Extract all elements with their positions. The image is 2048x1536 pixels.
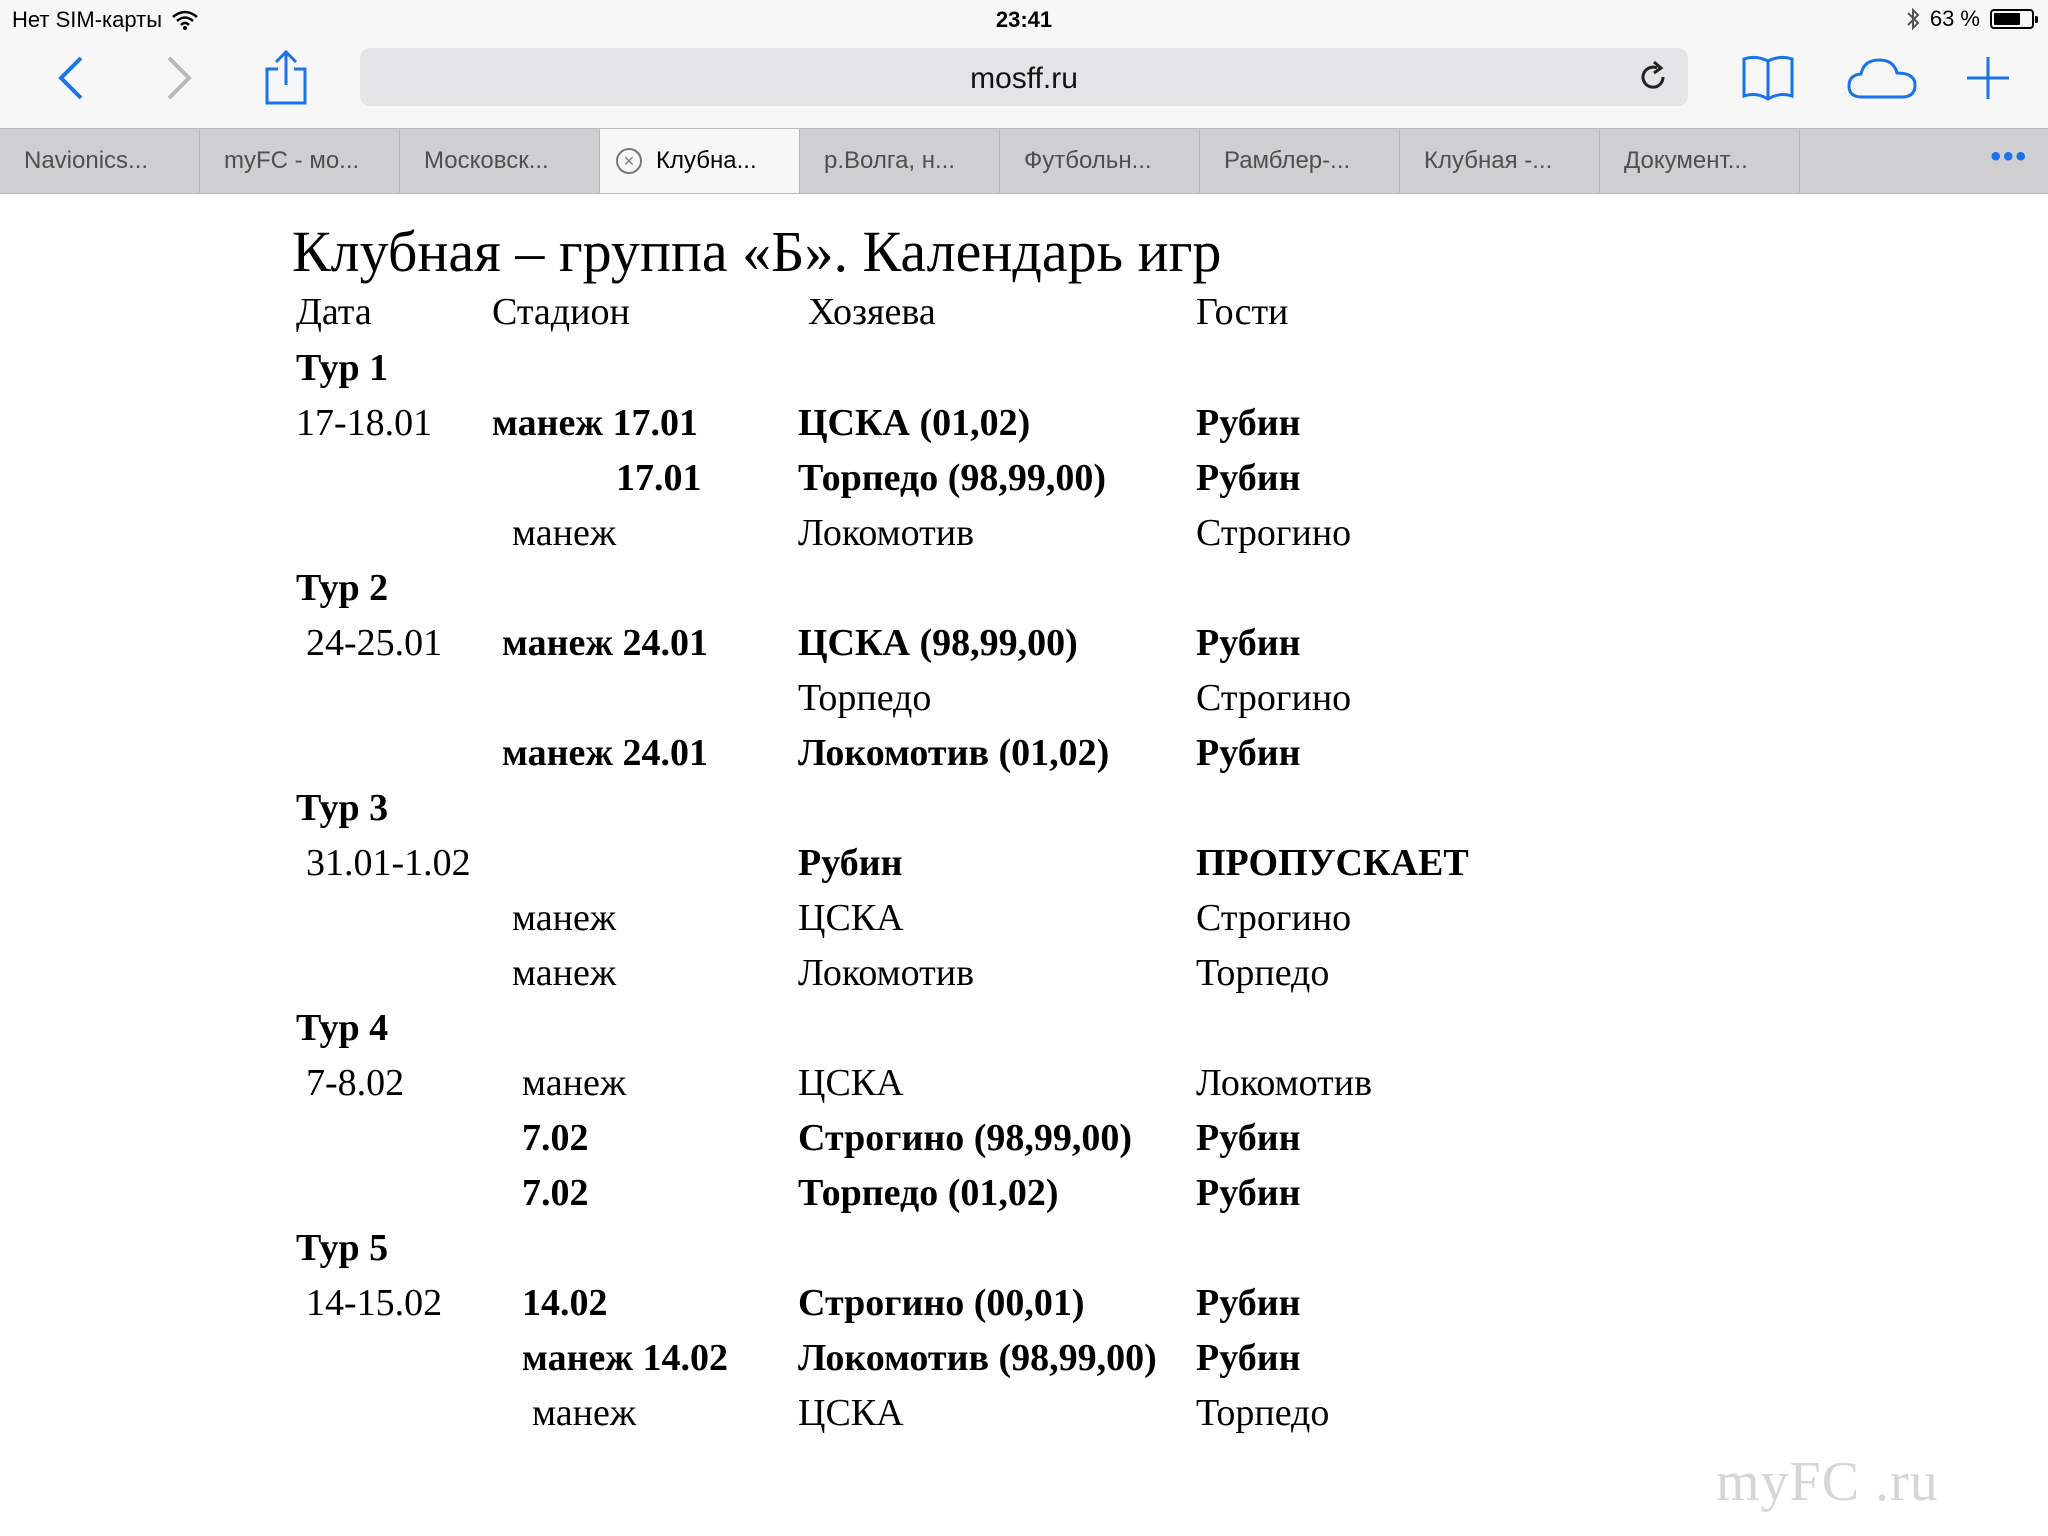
away-team-cell: Рубин: [1196, 622, 1301, 664]
away-team-cell: Рубин: [1196, 457, 1301, 499]
page-content: [0, 194, 2048, 1536]
tab-label: Клубная -...: [1424, 147, 1553, 174]
away-team-cell: Локомотив: [1196, 1062, 1373, 1104]
header-home: Хозяева: [808, 291, 936, 333]
bookmarks-button[interactable]: [1738, 48, 1798, 108]
stadium-cell: манеж: [522, 1062, 627, 1104]
away-team-cell: Рубин: [1196, 402, 1301, 444]
home-team-cell: Локомотив: [798, 952, 975, 994]
stadium-cell: манеж 24.01: [502, 732, 708, 774]
tab-label: Navionics...: [24, 147, 149, 174]
stadium-cell: манеж: [512, 512, 617, 554]
home-team-cell: Торпедо (98,99,00): [798, 457, 1107, 499]
tab-navionics[interactable]: [0, 129, 200, 193]
home-team-cell: Локомотив (98,99,00): [798, 1337, 1157, 1379]
away-team-cell: Строгино: [1196, 512, 1352, 554]
away-team-cell: Строгино: [1196, 897, 1352, 939]
tab-label: Рамблер-...: [1224, 147, 1351, 174]
tab-bar: [0, 128, 2048, 194]
watermark: myFC .ru: [1716, 1451, 1939, 1513]
header-date: Дата: [296, 291, 372, 333]
away-team-cell: Рубин: [1196, 1282, 1301, 1324]
url-text: mosff.ru: [970, 62, 1078, 95]
tab-rambler[interactable]: [1200, 129, 1400, 193]
tab-label: Клубна...: [656, 147, 757, 174]
tab-klubnaya-active[interactable]: [600, 129, 800, 193]
away-team-cell: Рубин: [1196, 1117, 1301, 1159]
away-team-cell: Торпедо: [1196, 1392, 1330, 1434]
status-right: [1906, 6, 2034, 32]
home-team-cell: Торпедо: [798, 677, 932, 719]
away-team-cell: Торпедо: [1196, 952, 1330, 994]
home-team-cell: Рубин: [798, 842, 903, 884]
home-team-cell: ЦСКА: [798, 897, 904, 939]
address-bar[interactable]: [360, 48, 1688, 106]
tab-klubnaya[interactable]: [1400, 129, 1600, 193]
away-team-cell: Рубин: [1196, 732, 1301, 774]
round-label: Тур 4: [296, 1007, 389, 1049]
tab-label: Футбольн...: [1024, 147, 1152, 174]
tab-label: Московск...: [424, 147, 549, 174]
reload-icon[interactable]: [1636, 60, 1670, 94]
home-team-cell: ЦСКА (01,02): [798, 402, 1031, 444]
stadium-cell: манеж: [512, 952, 617, 994]
book-icon: [1741, 54, 1795, 102]
close-tab-icon[interactable]: ×: [616, 148, 642, 174]
home-team-cell: ЦСКА: [798, 1062, 904, 1104]
tab-label: р.Волга, н...: [824, 147, 956, 174]
away-team-cell: Строгино: [1196, 677, 1352, 719]
icloud-tabs-button[interactable]: [1844, 48, 1920, 108]
new-tab-button[interactable]: [1958, 48, 2018, 108]
tab-label: Документ...: [1624, 147, 1748, 174]
back-button[interactable]: [44, 50, 96, 106]
round-date: 17-18.01: [296, 402, 433, 444]
share-button[interactable]: [258, 46, 314, 108]
home-team-cell: Строгино (00,01): [798, 1282, 1085, 1324]
round-label: Тур 1: [296, 347, 389, 389]
round-label: Тур 3: [296, 787, 389, 829]
browser-toolbar: [0, 40, 2048, 128]
home-team-cell: Строгино (98,99,00): [798, 1117, 1133, 1159]
round-date: 14-15.02: [306, 1282, 443, 1324]
tab-label: myFC - мо...: [224, 147, 360, 174]
tab-dokument[interactable]: [1600, 129, 1800, 193]
away-team-cell: Рубин: [1196, 1337, 1301, 1379]
tab-volga[interactable]: [800, 129, 1000, 193]
tab-myfc[interactable]: [200, 129, 400, 193]
battery-percent: 63 %: [1929, 6, 1980, 31]
round-label: Тур 2: [296, 567, 389, 609]
stadium-cell: 7.02: [522, 1117, 589, 1159]
more-tabs-icon[interactable]: •••: [1990, 140, 2028, 173]
home-team-cell: Локомотив (01,02): [798, 732, 1110, 774]
stadium-cell: манеж: [532, 1392, 637, 1434]
home-team-cell: ЦСКА (98,99,00): [798, 622, 1078, 664]
stadium-cell: манеж: [512, 897, 617, 939]
round-label: Тур 5: [296, 1227, 389, 1269]
round-date: 7-8.02: [306, 1062, 405, 1104]
home-team-cell: ЦСКА: [798, 1392, 904, 1434]
status-time: 23:41: [995, 7, 1053, 32]
carrier-label: Нет SIM-карты: [12, 7, 163, 32]
home-team-cell: Торпедо (01,02): [798, 1172, 1059, 1214]
home-team-cell: Локомотив: [798, 512, 975, 554]
battery-icon: [1990, 9, 2034, 29]
status-bar: [0, 0, 2048, 40]
plus-icon: [1965, 55, 2011, 101]
tab-futboln[interactable]: [1000, 129, 1200, 193]
tab-moskovsk[interactable]: [400, 129, 600, 193]
stadium-cell: 7.02: [522, 1172, 589, 1214]
page-title: Клубная – группа «Б». Календарь игр: [292, 219, 1222, 284]
away-team-cell: Рубин: [1196, 1172, 1301, 1214]
round-date: 31.01-1.02: [306, 842, 471, 884]
cloud-icon: [1846, 56, 1918, 100]
round-date: 24-25.01: [306, 622, 443, 664]
chevron-right-icon: [165, 55, 195, 101]
chevron-left-icon: [55, 55, 85, 101]
bluetooth-icon: [1906, 7, 1920, 31]
header-stadium: Стадион: [492, 291, 630, 333]
stadium-cell: манеж 14.02: [522, 1337, 728, 1379]
stadium-cell: манеж 24.01: [502, 622, 708, 664]
forward-button[interactable]: [154, 50, 206, 106]
share-icon: [264, 49, 308, 105]
stadium-cell: манеж 17.01: [492, 402, 698, 444]
away-team-cell: ПРОПУСКАЕТ: [1196, 842, 1469, 884]
header-away: Гости: [1196, 291, 1289, 333]
stadium-cell: 17.01: [616, 457, 702, 499]
stadium-cell: 14.02: [522, 1282, 608, 1324]
